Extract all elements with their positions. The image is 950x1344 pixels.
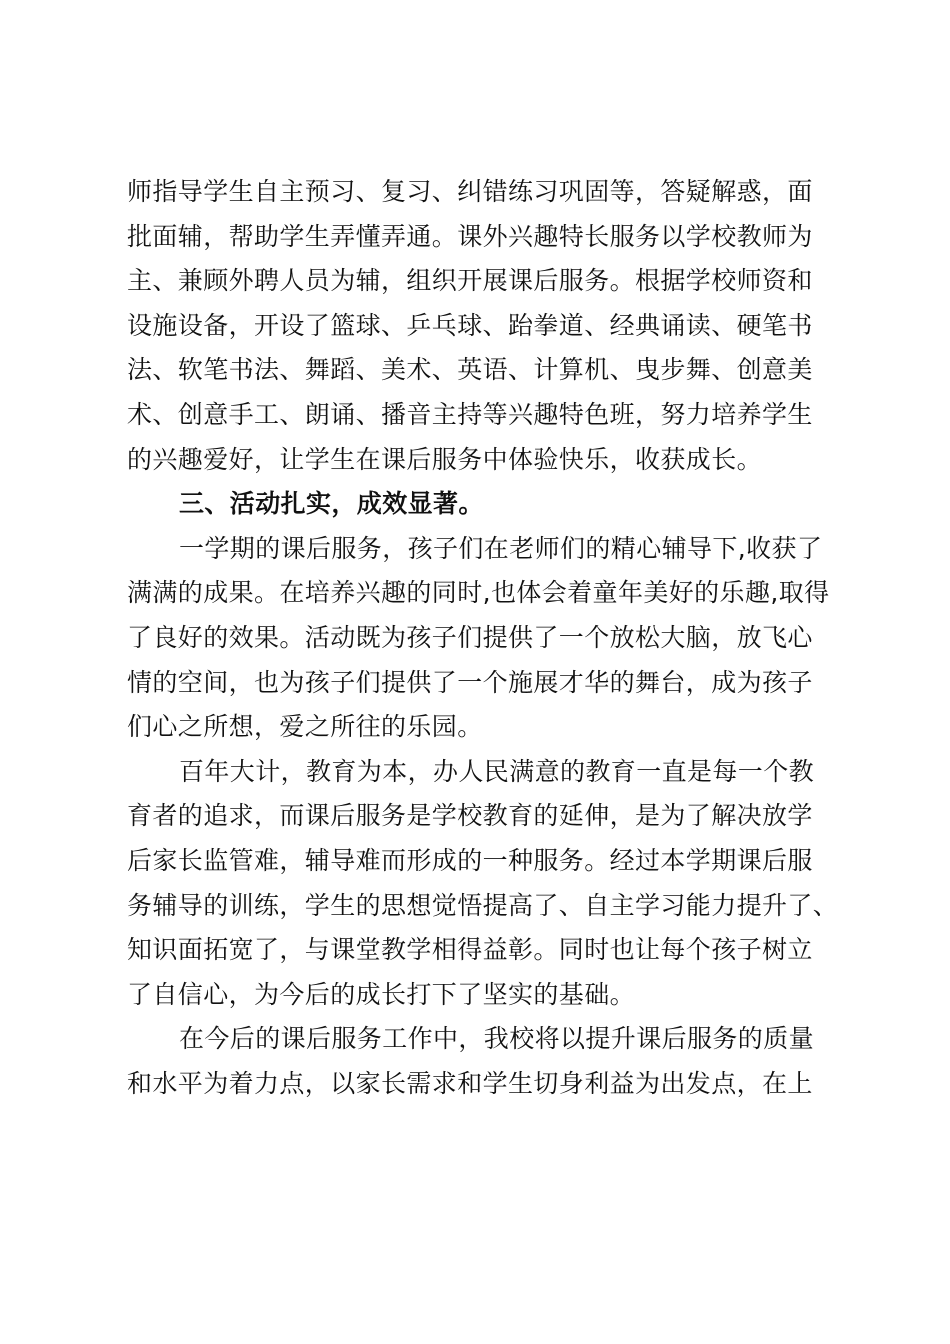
- text-line: 师指导学生自主预习、复习、纠错练习巩固等，答疑解惑，面: [127, 177, 813, 206]
- text-line: 务辅导的训练，学生的思想觉悟提高了、自主学习能力提升了、: [127, 890, 839, 920]
- text-line: 批面辅，帮助学生弄懂弄通。课外兴趣特长服务以学校教师为: [127, 221, 813, 251]
- paragraph-3: [127, 750, 839, 1018]
- text-line: 情的空间，也为孩子们提供了一个施展才华的舞台，成为孩子: [127, 667, 813, 697]
- text-line: 满满的成果。在培养兴趣的同时,也体会着童年美好的乐趣,取得: [127, 578, 830, 608]
- text-line: 设施设备，开设了篮球、乒乓球、跆拳道、经典诵读、硬笔书: [127, 310, 813, 340]
- text-line: 在今后的课后服务工作中，我校将以提升课后服务的质量: [179, 1024, 815, 1054]
- text-line: 育者的追求，而课后服务是学校教育的延伸，是为了解决放学: [127, 801, 813, 831]
- text-line: 了自信心，为今后的成长打下了坚实的基础。: [127, 979, 636, 1009]
- text-line: 主、兼顾外聘人员为辅，组织开展课后服务。根据学校师资和: [127, 266, 813, 296]
- text-line: 术、创意手工、朗诵、播音主持等兴趣特色班，努力培养学生: [127, 399, 813, 429]
- text-line: 百年大计，教育为本，办人民满意的教育一直是每一个教: [179, 756, 815, 786]
- text-line: 一学期的课后服务，孩子们在老师们的精心辅导下,收获了: [179, 533, 823, 563]
- text-line: 知识面拓宽了，与课堂教学相得益彰。同时也让每个孩子树立: [127, 935, 813, 965]
- paragraph-4: [127, 1017, 833, 1106]
- text-line: 后家长监管难，辅导难而形成的一种服务。经过本学期课后服: [127, 845, 813, 875]
- text-line: 们心之所想，爱之所往的乐园。: [127, 712, 483, 742]
- text-line: 了良好的效果。活动既为孩子们提供了一个放松大脑，放飞心: [127, 622, 813, 652]
- text-line: 和水平为着力点，以家长需求和学生切身利益为出发点，在上: [127, 1068, 813, 1098]
- document-page: [127, 170, 839, 1106]
- paragraph-2: [127, 527, 833, 750]
- text-line: 的兴趣爱好，让学生在课后服务中体验快乐，收获成长。: [127, 444, 763, 474]
- text-line: 法、软笔书法、舞蹈、美术、英语、计算机、曳步舞、创意美: [127, 355, 813, 385]
- paragraph-1: [127, 170, 833, 482]
- section-heading: 三、活动扎实，成效显著。: [179, 489, 484, 519]
